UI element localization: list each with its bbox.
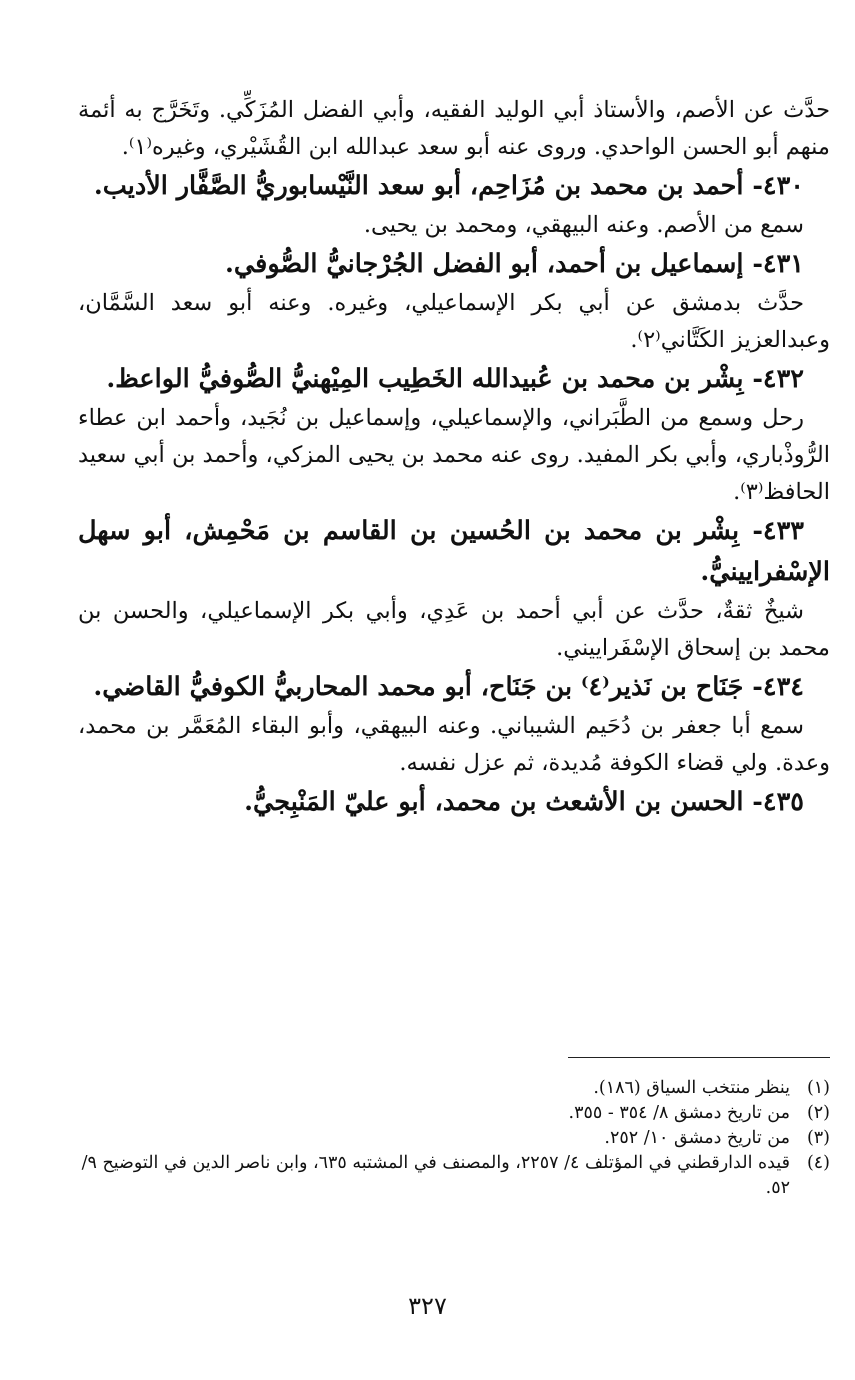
footnote-number: (٢): [806, 1103, 830, 1123]
body-paragraph: رحل وسمع من الطَّبَراني، والإسماعيلي، وإسماعيل بن نُجَيد، وأحمد ابن عطاء الرُّوذْباري، وأبي بكر المفيد. روى عنه محمد بن يحيى المزكي، وأحمد بن أبي سعيد الحافظ⁽٣⁾.: [78, 405, 830, 505]
page-number: ٣٢٧: [408, 1292, 447, 1320]
footnote: [78, 1076, 830, 1101]
body-paragraph: حدَّث عن الأصم، والأستاذ أبي الوليد الفقيه، وأبي الفضل المُزَكِّي. وتَخَرَّج به أئمة منهم أبو الحسن الواحدي. وروى عنه أبو سعد عبدالله ابن القُشَيْري، وغيره⁽١⁾.: [78, 97, 830, 160]
body-paragraph: سمع أبا جعفر بن دُحَيم الشيباني. وعنه البيهقي، وأبو البقاء المُعَمَّر بن محمد، وعدة. ولي قضاء الكوفة مُديدة، ثم عزل نفسه.: [78, 713, 830, 776]
body-paragraph: سمع من الأصم. وعنه البيهقي، ومحمد بن يحيى.: [363, 212, 804, 238]
footnote-text: ينظر منتخب السياق (١٨٦).: [593, 1078, 790, 1098]
footnote: [78, 1151, 830, 1201]
footnote-number: (٣): [806, 1128, 830, 1148]
footnotes: [78, 1076, 830, 1201]
body-paragraph: حدَّث بدمشق عن أبي بكر الإسماعيلي، وغيره. وعنه أبو سعد السَّمَّان، وعبدالعزيز الكَتَّاني⁽٢⁾.: [78, 290, 830, 353]
footnote-divider: [568, 1057, 830, 1058]
footnote-text: قيده الدارقطني في المؤتلف ٤/ ٢٢٥٧، والمصنف في المشتبه ٦٣٥، وابن ناصر الدين في التوضيح ٩/ ٥٢.: [81, 1153, 790, 1198]
entry-heading-434: ٤٣٤- جَنَاح بن نَذير⁽٤⁾ بن جَنَاح، أبو محمد المحاربيُّ الكوفيُّ القاضي.: [93, 672, 804, 702]
body-paragraph: شيخٌ ثقةٌ، حدَّث عن أبي أحمد بن عَدِي، وأبي بكر الإسماعيلي، والحسن بن محمد بن إسحاق الإسْفَراييني.: [78, 598, 830, 661]
footnote: [78, 1126, 830, 1151]
entry-heading-432: ٤٣٢- بِشْر بن محمد بن عُبيدالله الخَطِيب المِيْهنيُّ الصُّوفيُّ الواعظ.: [106, 364, 804, 394]
main-text: [78, 92, 830, 823]
footnote-text: من تاريخ دمشق ٨/ ٣٥٤ - ٣٥٥.: [568, 1103, 790, 1123]
entry-heading-435: ٤٣٥- الحسن بن الأشعث بن محمد، أبو عليّ المَنْبِجيُّ.: [244, 787, 804, 817]
footnote-number: (٤): [806, 1153, 830, 1173]
footnote-number: (١): [806, 1078, 830, 1098]
footnote-text: من تاريخ دمشق ١٠/ ٢٥٢.: [604, 1128, 790, 1148]
entry-heading-433: ٤٣٣- بِشْر بن محمد بن الحُسين بن القاسم بن مَحْمِش، أبو سهل الإسْفرايينيُّ.: [78, 516, 830, 587]
footnote: [78, 1101, 830, 1126]
entry-heading-430: ٤٣٠- أحمد بن محمد بن مُزَاحِم، أبو سعد النَّيْسابوريُّ الصَّفَّار الأديب.: [93, 171, 804, 201]
entry-heading-431: ٤٣١- إسماعيل بن أحمد، أبو الفضل الجُرْجانيُّ الصُّوفي.: [225, 249, 804, 279]
